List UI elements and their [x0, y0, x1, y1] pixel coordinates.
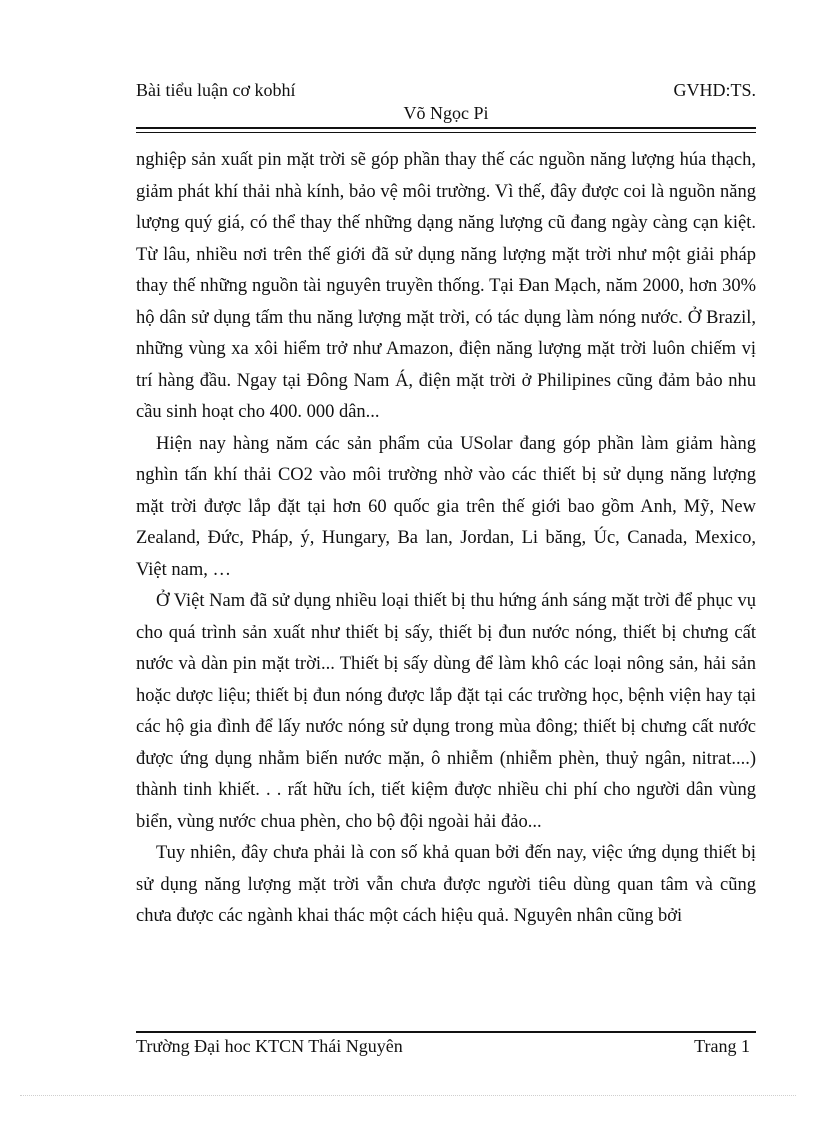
footer-institution: Trường Đại hoc KTCN Thái Nguyên: [136, 1036, 403, 1056]
page-header: [136, 80, 756, 126]
header-title: Bài tiểu luận cơ kobhí: [136, 80, 296, 100]
header-rule-thin: [136, 132, 756, 133]
page-number: Trang 1: [694, 1036, 750, 1056]
paragraph-1: nghiệp sản xuất pin mặt trời sẽ góp phần thay thế các nguồn năng lượng húa thạch, giảm phát khí thải nhà kính, bảo vệ môi trường. Vì thế, đây được coi là nguồn năng lượng quý giá, có thể thay thế những dạng năng lượng cũ đang ngày càng cạn kiệt. Từ lâu, nhiều nơi trên thế giới đã sử dụng năng lượng mặt trời như một giải pháp thay thế những nguồn tài nguyên truyền thống. Tại Đan Mạch, năm 2000, hơn 30% hộ dân sử dụng tấm thu năng lượng mặt trời, có tác dụng làm nóng nước. Ở Brazil, những vùng xa xôi hiểm trở như Amazon, điện năng lượng mặt trời luôn chiếm vị trí hàng đầu. Ngay tại Đông Nam Á, điện mặt trời ở Philipines cũng đảm bảo nhu cầu sinh hoạt cho 400. 000 dân...: [136, 150, 756, 422]
header-supervisor-label: GVHD:TS.: [673, 80, 756, 100]
paragraph-2: Hiện nay hàng năm các sản phẩm của USolar đang góp phần làm giảm hàng nghìn tấn khí thải CO2 vào môi trường nhờ vào các thiết bị sử dụng năng lượng mặt trời được lắp đặt tại hơn 60 quốc gia trên thế giới bao gồm Anh, Mỹ, New Zealand, Đức, Pháp, ý, Hungary, Ba lan, Jordan, Li băng, Úc, Canada, Mexico, Việt nam, …: [136, 433, 756, 580]
page-edge-divider: [20, 1095, 796, 1096]
header-rule-thick: [136, 127, 756, 129]
header-supervisor-name: Võ Ngọc Pi: [403, 103, 489, 123]
paragraph-4: Tuy nhiên, đây chưa phải là con số khả quan bởi đến nay, việc ứng dụng thiết bị sử dụng năng lượng mặt trời vẫn chưa được người tiêu dùng quan tâm và cũng chưa được các ngành khai thác một cách hiệu quả. Nguyên nhân cũng bởi: [136, 843, 756, 926]
body-text: [136, 145, 756, 933]
footer-rule: [136, 1031, 756, 1033]
paragraph-3: Ở Việt Nam đã sử dụng nhiều loại thiết bị thu hứng ánh sáng mặt trời để phục vụ cho quá trình sản xuất như thiết bị sấy, thiết bị đun nước nóng, thiết bị chưng cất nước và dàn pin mặt trời... Thiết bị sấy dùng để làm khô các loại nông sản, hải sản hoặc dược liệu; thiết bị đun nóng được lắp đặt tại các trường học, bệnh viện hay tại các hộ gia đình để lấy nước nóng sử dụng trong mùa đông; thiết bị chưng cất nước được ứng dụng nhằm biến nước mặn, ô nhiễm (nhiễm phèn, thuỷ ngân, nitrat....) thành tinh khiết. . . rất hữu ích, tiết kiệm được nhiều chi phí cho người dân vùng biển, vùng nước chua phèn, cho bộ đội ngoài hải đảo...: [136, 591, 756, 832]
